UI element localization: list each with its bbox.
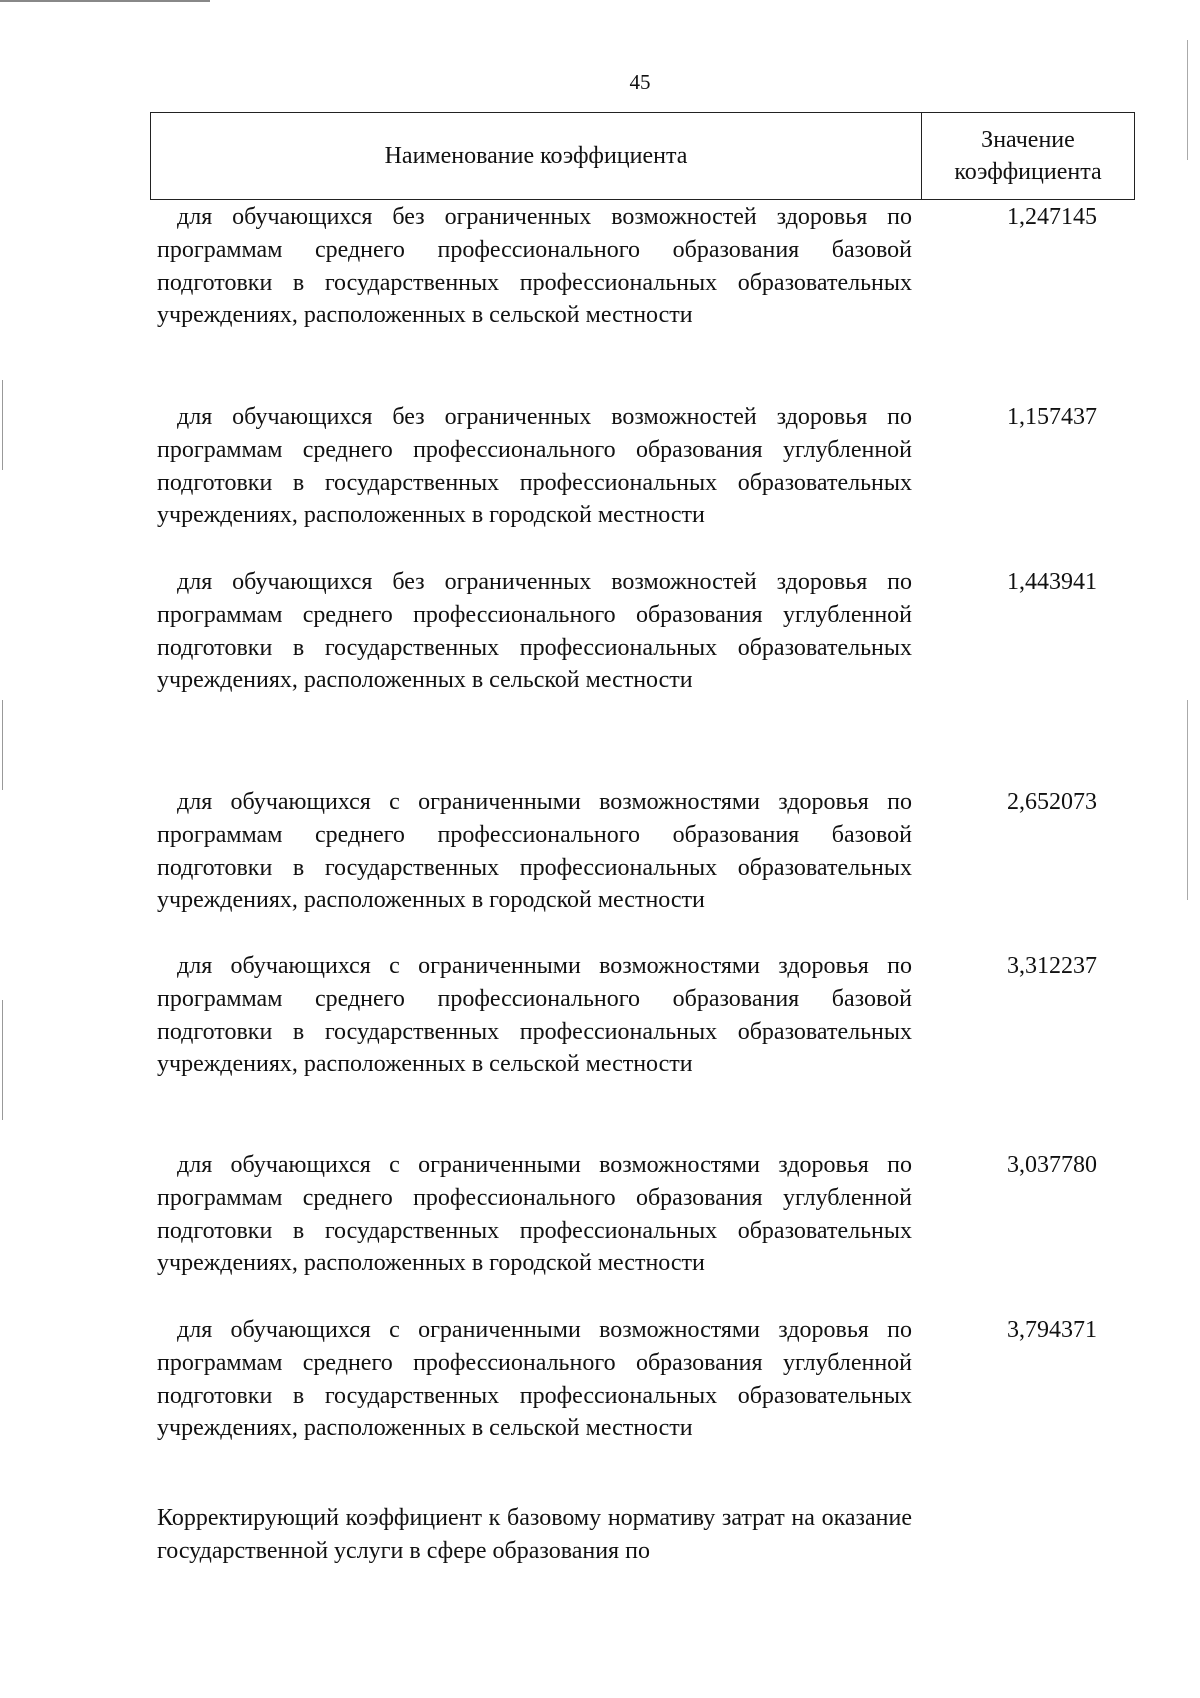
scan-edge-left (2, 700, 3, 790)
row-value: 1,157437 (1007, 404, 1097, 430)
column-header-value-line2: коэффициента (954, 159, 1102, 185)
row-description: для обучающихся без ограниченных возможностей здоровья по программам среднего профессионального образования углубленной подготовки в государственных профессиональных образовательных учреждениях, расположенных в городской местности (157, 404, 912, 529)
row-value: 3,037780 (1007, 1152, 1097, 1178)
table-row (157, 566, 1142, 697)
row-description: для обучающихся с ограниченными возможностями здоровья по программам среднего профессионального образования углубленной подготовки в государственных профессиональных образовательных учреждениях, расположенных в городской местности (157, 1152, 912, 1277)
scan-edge-right (1187, 700, 1188, 900)
table-row (157, 1314, 1142, 1445)
column-header-name: Наименование коэффициента (151, 113, 922, 199)
scan-edge-top (0, 0, 210, 2)
row-value: 1,247145 (1007, 204, 1097, 230)
row-description: для обучающихся с ограниченными возможностями здоровья по программам среднего профессионального образования базовой подготовки в государственных профессиональных образовательных учреждениях, расположенных в городской местности (157, 789, 912, 914)
scan-edge-left (2, 1000, 3, 1120)
row-value: 2,652073 (1007, 789, 1097, 815)
row-value: 1,443941 (1007, 569, 1097, 595)
row-description: для обучающихся без ограниченных возможностей здоровья по программам среднего профессионального образования базовой подготовки в государственных профессиональных образовательных учреждениях, расположенных в сельской местности (157, 204, 912, 329)
column-header-value-line1: Значение (981, 127, 1075, 153)
table-row (157, 786, 1142, 917)
row-description: для обучающихся с ограниченными возможностями здоровья по программам среднего профессионального образования базовой подготовки в государственных профессиональных образовательных учреждениях, расположенных в сельской местности (157, 953, 912, 1078)
row-description: для обучающихся с ограниченными возможностями здоровья по программам среднего профессионального образования углубленной подготовки в государственных профессиональных образовательных учреждениях, расположенных в сельской местности (157, 1317, 912, 1442)
page-number: 45 (629, 70, 651, 94)
scan-edge-right (1187, 40, 1188, 160)
column-header-value (922, 113, 1134, 199)
table-row (157, 201, 1142, 332)
table-header (150, 112, 1135, 200)
table-row (157, 1149, 1142, 1280)
table-row (157, 401, 1142, 532)
row-value: 3,794371 (1007, 1317, 1097, 1343)
footer-paragraph: Корректирующий коэффициент к базовому нормативу затрат на оказание государственной услуги в сфере образования по (157, 1505, 912, 1564)
row-description: для обучающихся без ограниченных возможностей здоровья по программам среднего профессионального образования углубленной подготовки в государственных профессиональных образовательных учреждениях, расположенных в сельской местности (157, 569, 912, 694)
scan-edge-left (2, 380, 3, 470)
table-row (157, 950, 1142, 1081)
row-value: 3,312237 (1007, 953, 1097, 979)
